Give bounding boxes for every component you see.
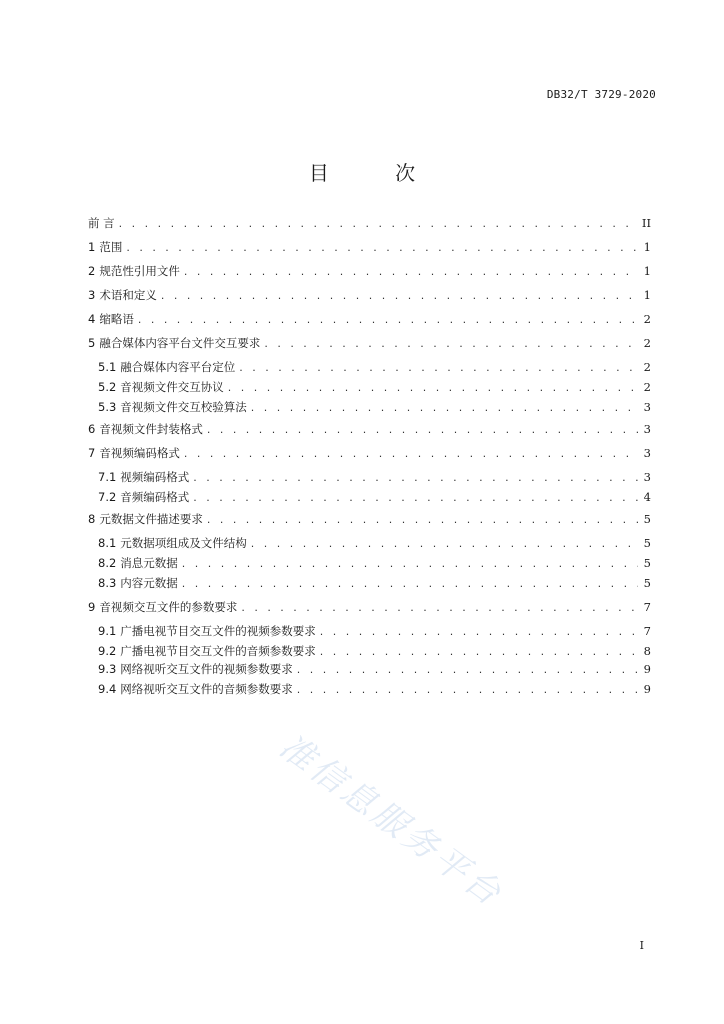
toc-entry-label <box>88 598 241 616</box>
toc-entry-label <box>98 660 297 678</box>
toc-entry-title: 广播电视节目交互文件的音频参数要求 <box>120 644 316 658</box>
toc-entry-title: 音视频编码格式 <box>99 446 180 460</box>
toc-entry-number: 8 <box>88 512 96 526</box>
toc-entry-title: 缩略语 <box>99 312 134 326</box>
toc-entry-number: 9.4 <box>98 682 117 696</box>
toc-entry[interactable] <box>88 510 651 528</box>
toc-entry-label <box>98 622 320 640</box>
toc-entry-number: 7 <box>88 446 96 460</box>
page-number: I <box>639 939 644 952</box>
toc-dot-leader <box>193 489 637 507</box>
toc-entry-page: 3 <box>643 422 651 436</box>
toc-entry[interactable] <box>98 642 651 660</box>
toc-entry[interactable] <box>88 444 651 462</box>
toc-entry-page: 9 <box>643 682 651 696</box>
toc-entry[interactable] <box>88 598 651 616</box>
document-code: DB32/T 3729-2020 <box>546 88 656 101</box>
watermark: 准信息服务平台 <box>271 726 511 916</box>
toc-entry-label <box>88 310 138 328</box>
toc-entry-label <box>98 468 193 486</box>
toc-entry-page: 1 <box>643 240 651 254</box>
toc-entry-page: 9 <box>643 662 651 676</box>
toc-entry-title: 广播电视节目交互文件的视频参数要求 <box>120 624 316 638</box>
toc-dot-leader <box>264 335 637 353</box>
toc-entry[interactable] <box>98 468 651 486</box>
toc-entry-page: 5 <box>643 556 651 570</box>
toc-entry-label <box>98 378 228 396</box>
toc-entry-label <box>98 488 193 506</box>
toc-entry-number: 7.1 <box>98 470 117 484</box>
toc-dot-leader <box>251 535 638 553</box>
toc-dot-leader <box>182 555 638 573</box>
toc-entry[interactable] <box>98 622 651 640</box>
toc-entry-page: 1 <box>643 288 651 302</box>
toc-entry-number: 5 <box>88 336 96 350</box>
toc-entry-number: 9.2 <box>98 644 117 658</box>
toc-dot-leader <box>119 215 636 233</box>
toc-entry-label <box>88 334 264 352</box>
toc-entry-page: II <box>641 216 651 230</box>
toc-entry-number: 8.1 <box>98 536 117 550</box>
toc-entry-title: 融合媒体内容平台文件交互要求 <box>99 336 261 350</box>
toc-entry-number: 4 <box>88 312 96 326</box>
toc-entry[interactable] <box>88 262 651 280</box>
toc-entry-number: 5.3 <box>98 400 117 414</box>
toc-entry-page: 2 <box>643 360 651 374</box>
toc-entry-page: 5 <box>643 536 651 550</box>
toc-entry-title: 音视频交互文件的参数要求 <box>99 600 238 614</box>
toc-entry-label <box>98 398 251 416</box>
toc-entry-number: 9.1 <box>98 624 117 638</box>
toc-dot-leader <box>207 511 638 529</box>
toc-dot-leader <box>126 239 637 257</box>
toc-entry-label <box>88 510 207 528</box>
page-title: 目 次 <box>308 161 446 185</box>
toc-entry[interactable] <box>98 554 651 572</box>
toc-entry-page: 3 <box>643 400 651 414</box>
toc-entry-number: 8.2 <box>98 556 117 570</box>
toc-entry-title: 元数据项组成及文件结构 <box>120 536 247 550</box>
toc-entry[interactable] <box>98 574 651 592</box>
toc-entry[interactable] <box>98 534 651 552</box>
toc-entry-number: 5.1 <box>98 360 117 374</box>
toc-entry-page: 7 <box>643 600 651 614</box>
toc-entry[interactable] <box>98 680 651 698</box>
toc-entry-label <box>88 420 207 438</box>
toc-entry-title: 规范性引用文件 <box>99 264 180 278</box>
toc-entry-label <box>88 214 119 232</box>
toc-entry-page: 5 <box>643 576 651 590</box>
toc-entry[interactable] <box>88 334 651 352</box>
toc-entry[interactable] <box>98 358 651 376</box>
toc-entry[interactable] <box>88 310 651 328</box>
toc-dot-leader <box>207 421 638 439</box>
toc-entry-page: 3 <box>643 446 651 460</box>
toc-dot-leader <box>184 263 638 281</box>
toc-entry-number: 2 <box>88 264 96 278</box>
toc-entry-page: 2 <box>643 380 651 394</box>
toc-entry-label <box>98 574 182 592</box>
toc-entry-number: 1 <box>88 240 96 254</box>
toc-entry-page: 2 <box>643 312 651 326</box>
toc-entry[interactable] <box>88 238 651 256</box>
toc-entry[interactable] <box>88 286 651 304</box>
toc-dot-leader <box>182 575 638 593</box>
toc-entry-title: 前 言 <box>88 216 115 230</box>
toc-dot-leader <box>239 359 637 377</box>
toc-entry-title: 网络视听交互文件的音频参数要求 <box>120 682 293 696</box>
toc-entry-title: 内容元数据 <box>120 576 178 590</box>
toc-entry-page: 2 <box>643 336 651 350</box>
toc-entry-title: 音视频文件交互校验算法 <box>120 400 247 414</box>
toc-entry-label <box>98 554 182 572</box>
toc-entry-title: 音视频文件交互协议 <box>120 380 224 394</box>
toc-entry[interactable] <box>98 660 651 678</box>
toc-entry-title: 元数据文件描述要求 <box>99 512 203 526</box>
toc-entry-title: 视频编码格式 <box>120 470 190 484</box>
toc-entry-title: 音视频文件封装格式 <box>99 422 203 436</box>
toc-entry-label <box>98 680 297 698</box>
toc-entry[interactable] <box>98 378 651 396</box>
toc-entry-page: 1 <box>643 264 651 278</box>
toc-entry-label <box>98 534 251 552</box>
toc-entry-number: 9 <box>88 600 96 614</box>
toc-entry-label <box>88 238 126 256</box>
toc-entry-number: 9.3 <box>98 662 117 676</box>
toc-entry-number: 8.3 <box>98 576 117 590</box>
toc-entry-page: 5 <box>643 512 651 526</box>
toc-entry-number: 7.2 <box>98 490 117 504</box>
toc-dot-leader <box>251 399 638 417</box>
toc-entry-title: 术语和定义 <box>99 288 157 302</box>
toc-entry-number: 5.2 <box>98 380 117 394</box>
toc-dot-leader <box>320 643 638 661</box>
toc-dot-leader <box>138 311 638 329</box>
toc-dot-leader <box>193 469 637 487</box>
toc-entry-title: 融合媒体内容平台定位 <box>120 360 236 374</box>
toc-entry-page: 8 <box>643 644 651 658</box>
toc-entry-number: 3 <box>88 288 96 302</box>
toc-dot-leader <box>297 681 638 699</box>
toc-entry[interactable] <box>98 488 651 506</box>
toc-dot-leader <box>184 445 638 463</box>
toc-entry-label <box>88 444 184 462</box>
toc-entry-page: 7 <box>643 624 651 638</box>
toc-entry-title: 范围 <box>99 240 123 254</box>
toc-dot-leader <box>228 379 638 397</box>
toc-entry-label <box>88 262 184 280</box>
toc-entry[interactable] <box>88 420 651 438</box>
toc-dot-leader <box>320 623 638 641</box>
toc-dot-leader <box>297 661 638 679</box>
toc-entry-title: 网络视听交互文件的视频参数要求 <box>120 662 293 676</box>
toc-entry-title: 消息元数据 <box>120 556 178 570</box>
toc-entry-title: 音频编码格式 <box>120 490 190 504</box>
toc-entry[interactable] <box>88 214 651 232</box>
toc-dot-leader <box>241 599 637 617</box>
toc-entry-page: 3 <box>643 470 651 484</box>
toc-entry[interactable] <box>98 398 651 416</box>
toc-entry-label <box>98 642 320 660</box>
toc-entry-page: 4 <box>643 490 651 504</box>
toc-dot-leader <box>161 287 638 305</box>
toc-entry-number: 6 <box>88 422 96 436</box>
toc-entry-label <box>98 358 239 376</box>
toc-entry-label <box>88 286 161 304</box>
